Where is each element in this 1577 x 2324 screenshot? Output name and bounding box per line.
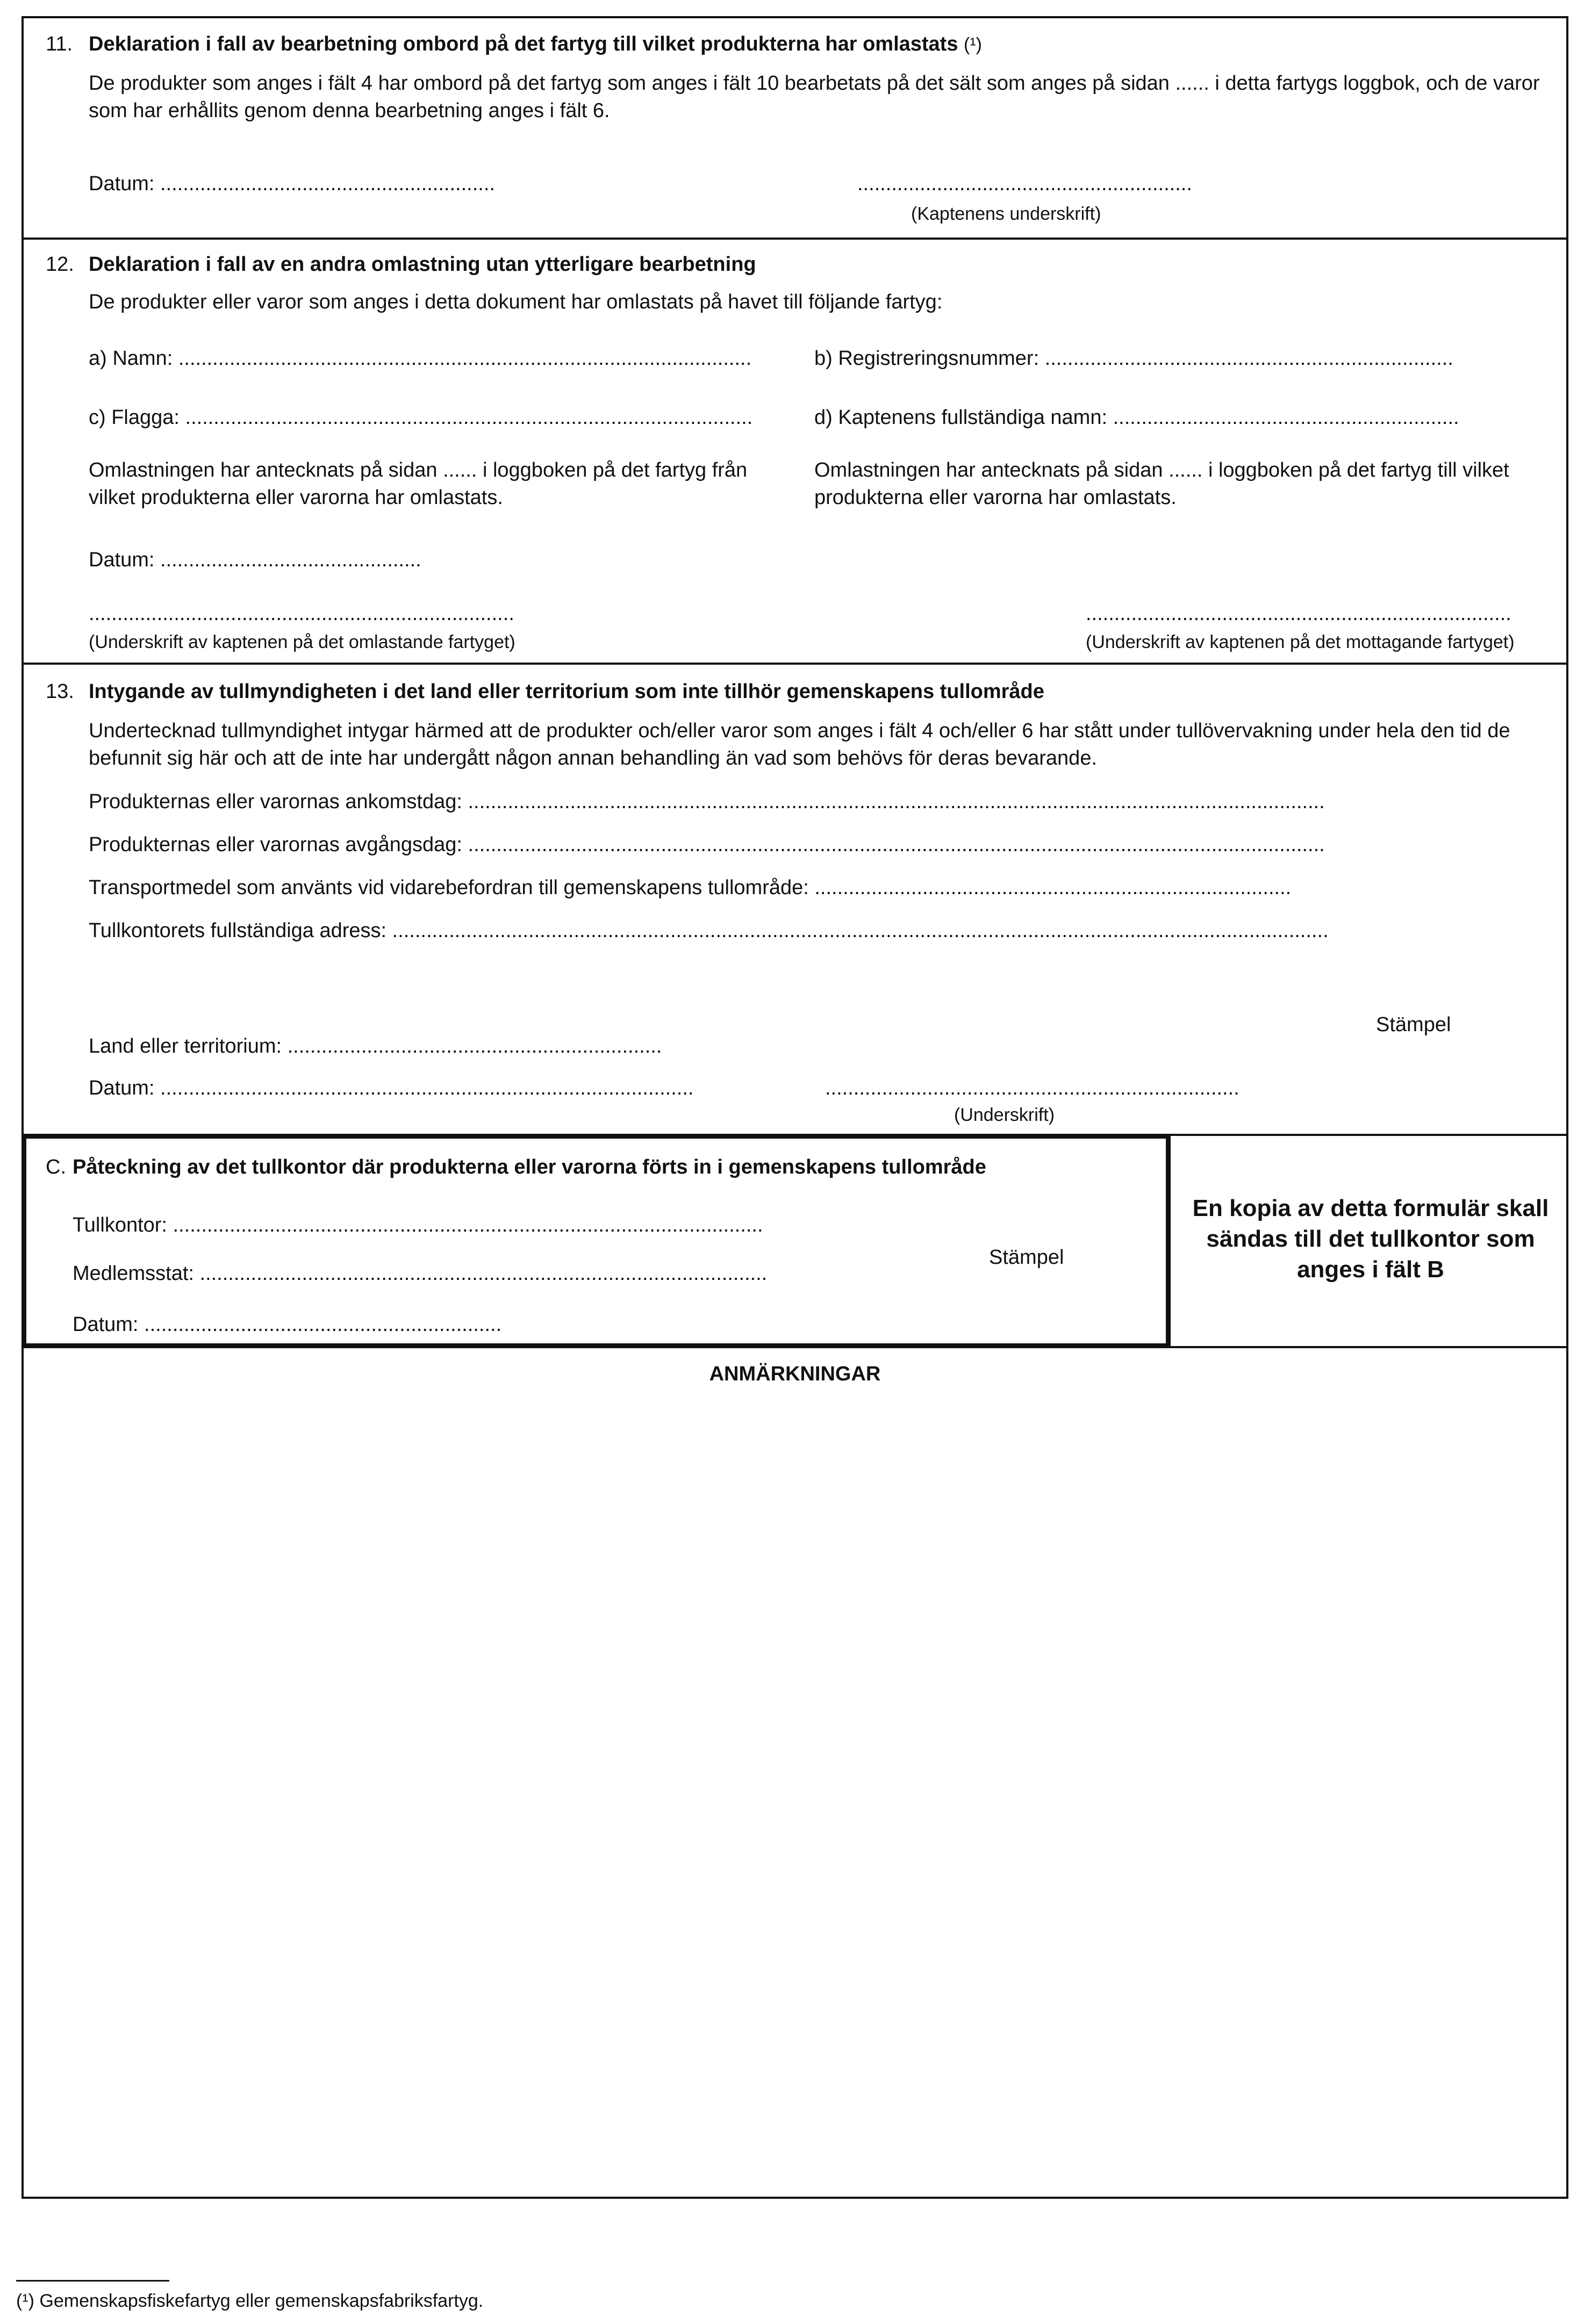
section-c-letter: C.: [46, 1156, 66, 1178]
member-state-field[interactable]: Medlemsstat: ....................................................................................................: [73, 1262, 768, 1285]
section-13-title: Intygande av tullmyndigheten i det land eller territorium som inte tillhör gemenskapens tullområde: [89, 680, 1044, 703]
section-12-intro: De produkter eller varor som anges i detta dokument har omlastats på havet till följande fartyg:: [89, 291, 943, 313]
section-13-date[interactable]: Datum: ..............................................................................................: [89, 1077, 694, 1099]
section-12-right-note: Omlastningen har antecknats på sidan ...... i loggboken på det fartyg till vilket produkterna eller varorna har omlastats.: [814, 459, 1509, 509]
departure-date-field[interactable]: Produkternas eller varornas avgångsdag: .......................................................................................................................................................: [89, 833, 1325, 856]
captain-name-field[interactable]: d) Kaptenens fullständiga namn: .............................................................: [814, 406, 1459, 429]
section-11-title-text: Deklaration i fall av bearbetning ombord på det fartyg till vilket produkterna har omlastats: [89, 33, 958, 55]
section-12-left-note: Omlastningen har antecknats på sidan ...... i loggboken på det fartyg från vilket produkterna eller varorna har omlastats.: [89, 459, 748, 509]
vessel-name-field[interactable]: a) Namn: .....................................................................................................: [89, 347, 752, 370]
section-12-number: 12.: [46, 253, 74, 276]
copy-instruction-note: En kopia av detta formulär skall sändas till det tullkontor som anges i fält B: [1192, 1195, 1549, 1283]
section-12-right-signature-line[interactable]: ...........................................................................: [1086, 602, 1511, 625]
footnote-ref: (¹): [964, 34, 982, 55]
section-11-date[interactable]: Datum: ...........................................................: [89, 172, 495, 195]
divider-11-12: [21, 238, 1568, 240]
section-13-signature-label: (Underskrift): [954, 1105, 1055, 1125]
section-11-title: [89, 32, 982, 57]
footnote-rule: [16, 2280, 169, 2282]
section-12-right-signature-label: (Underskrift av kaptenen på det mottagande fartyget): [1086, 632, 1515, 652]
transport-field[interactable]: Transportmedel som använts vid vidarebefordran till gemenskapens tullområde: ....................................................................................: [89, 876, 1292, 899]
remarks-area[interactable]: [24, 1397, 1566, 2197]
remarks-title: ANMÄRKNINGAR: [709, 1363, 881, 1385]
section-12-left-signature-line[interactable]: ...........................................................................: [89, 602, 514, 625]
section-c-date[interactable]: Datum: ...............................................................: [73, 1313, 502, 1336]
section-13-signature-line[interactable]: .........................................................................: [825, 1077, 1239, 1099]
flag-field[interactable]: c) Flagga: ....................................................................................................: [89, 406, 753, 429]
section-11-number: 11.: [46, 33, 73, 55]
divider-12-13: [21, 663, 1568, 665]
footnote-text: Gemenskapsfiskefartyg eller gemenskapsfabriksfartyg.: [39, 2291, 484, 2311]
section-c-stamp-label: Stämpel: [989, 1246, 1064, 1269]
section-c-title: Påteckning av det tullkontor där produkterna eller varorna förts in i gemenskapens tullområde: [73, 1156, 986, 1178]
section-12-left-signature-label: (Underskrift av kaptenen på det omlastande fartyget): [89, 632, 515, 652]
arrival-date-field[interactable]: Produkternas eller varornas ankomstdag: .......................................................................................................................................................: [89, 790, 1325, 813]
section-13-stamp-label: Stämpel: [1376, 1013, 1451, 1036]
customs-office-address-field[interactable]: Tullkontorets fullständiga adress: .....................................................................................................................................................................: [89, 919, 1329, 942]
section-12-title: Deklaration i fall av en andra omlastning utan ytterligare bearbetning: [89, 253, 756, 276]
country-territory-field[interactable]: Land eller territorium: ..................................................................: [89, 1035, 662, 1057]
section-13-body: Undertecknad tullmyndighet intygar härmed att de produkter och/eller varor som anges i fält 4 och/eller 6 har stått under tullövervakning under hela den tid de befunnit sig här och att de inte har undergått någon annan behandling än vad som behövs för deras bevarande.: [89, 719, 1510, 770]
section-11-signature-line[interactable]: ...........................................................: [857, 172, 1192, 195]
registration-number-field[interactable]: b) Registreringsnummer: ........................................................................: [814, 347, 1453, 370]
section-11-signature-label: (Kaptenens underskrift): [911, 204, 1101, 224]
section-12-date[interactable]: Datum: ..............................................: [89, 549, 421, 571]
footnote: [16, 2290, 483, 2312]
section-c-customs-office-field[interactable]: Tullkontor: ........................................................................................................: [73, 1214, 763, 1236]
section-11-body: De produkter som anges i fält 4 har ombord på det fartyg som anges i fält 10 bearbetats på det sält som anges på sidan ...... i detta fartygs loggbok, och de varor som har erhållits genom denna bearbetning anges i fält 6.: [89, 72, 1540, 123]
section-13-number: 13.: [46, 680, 74, 703]
footnote-mark: (¹): [16, 2291, 34, 2311]
